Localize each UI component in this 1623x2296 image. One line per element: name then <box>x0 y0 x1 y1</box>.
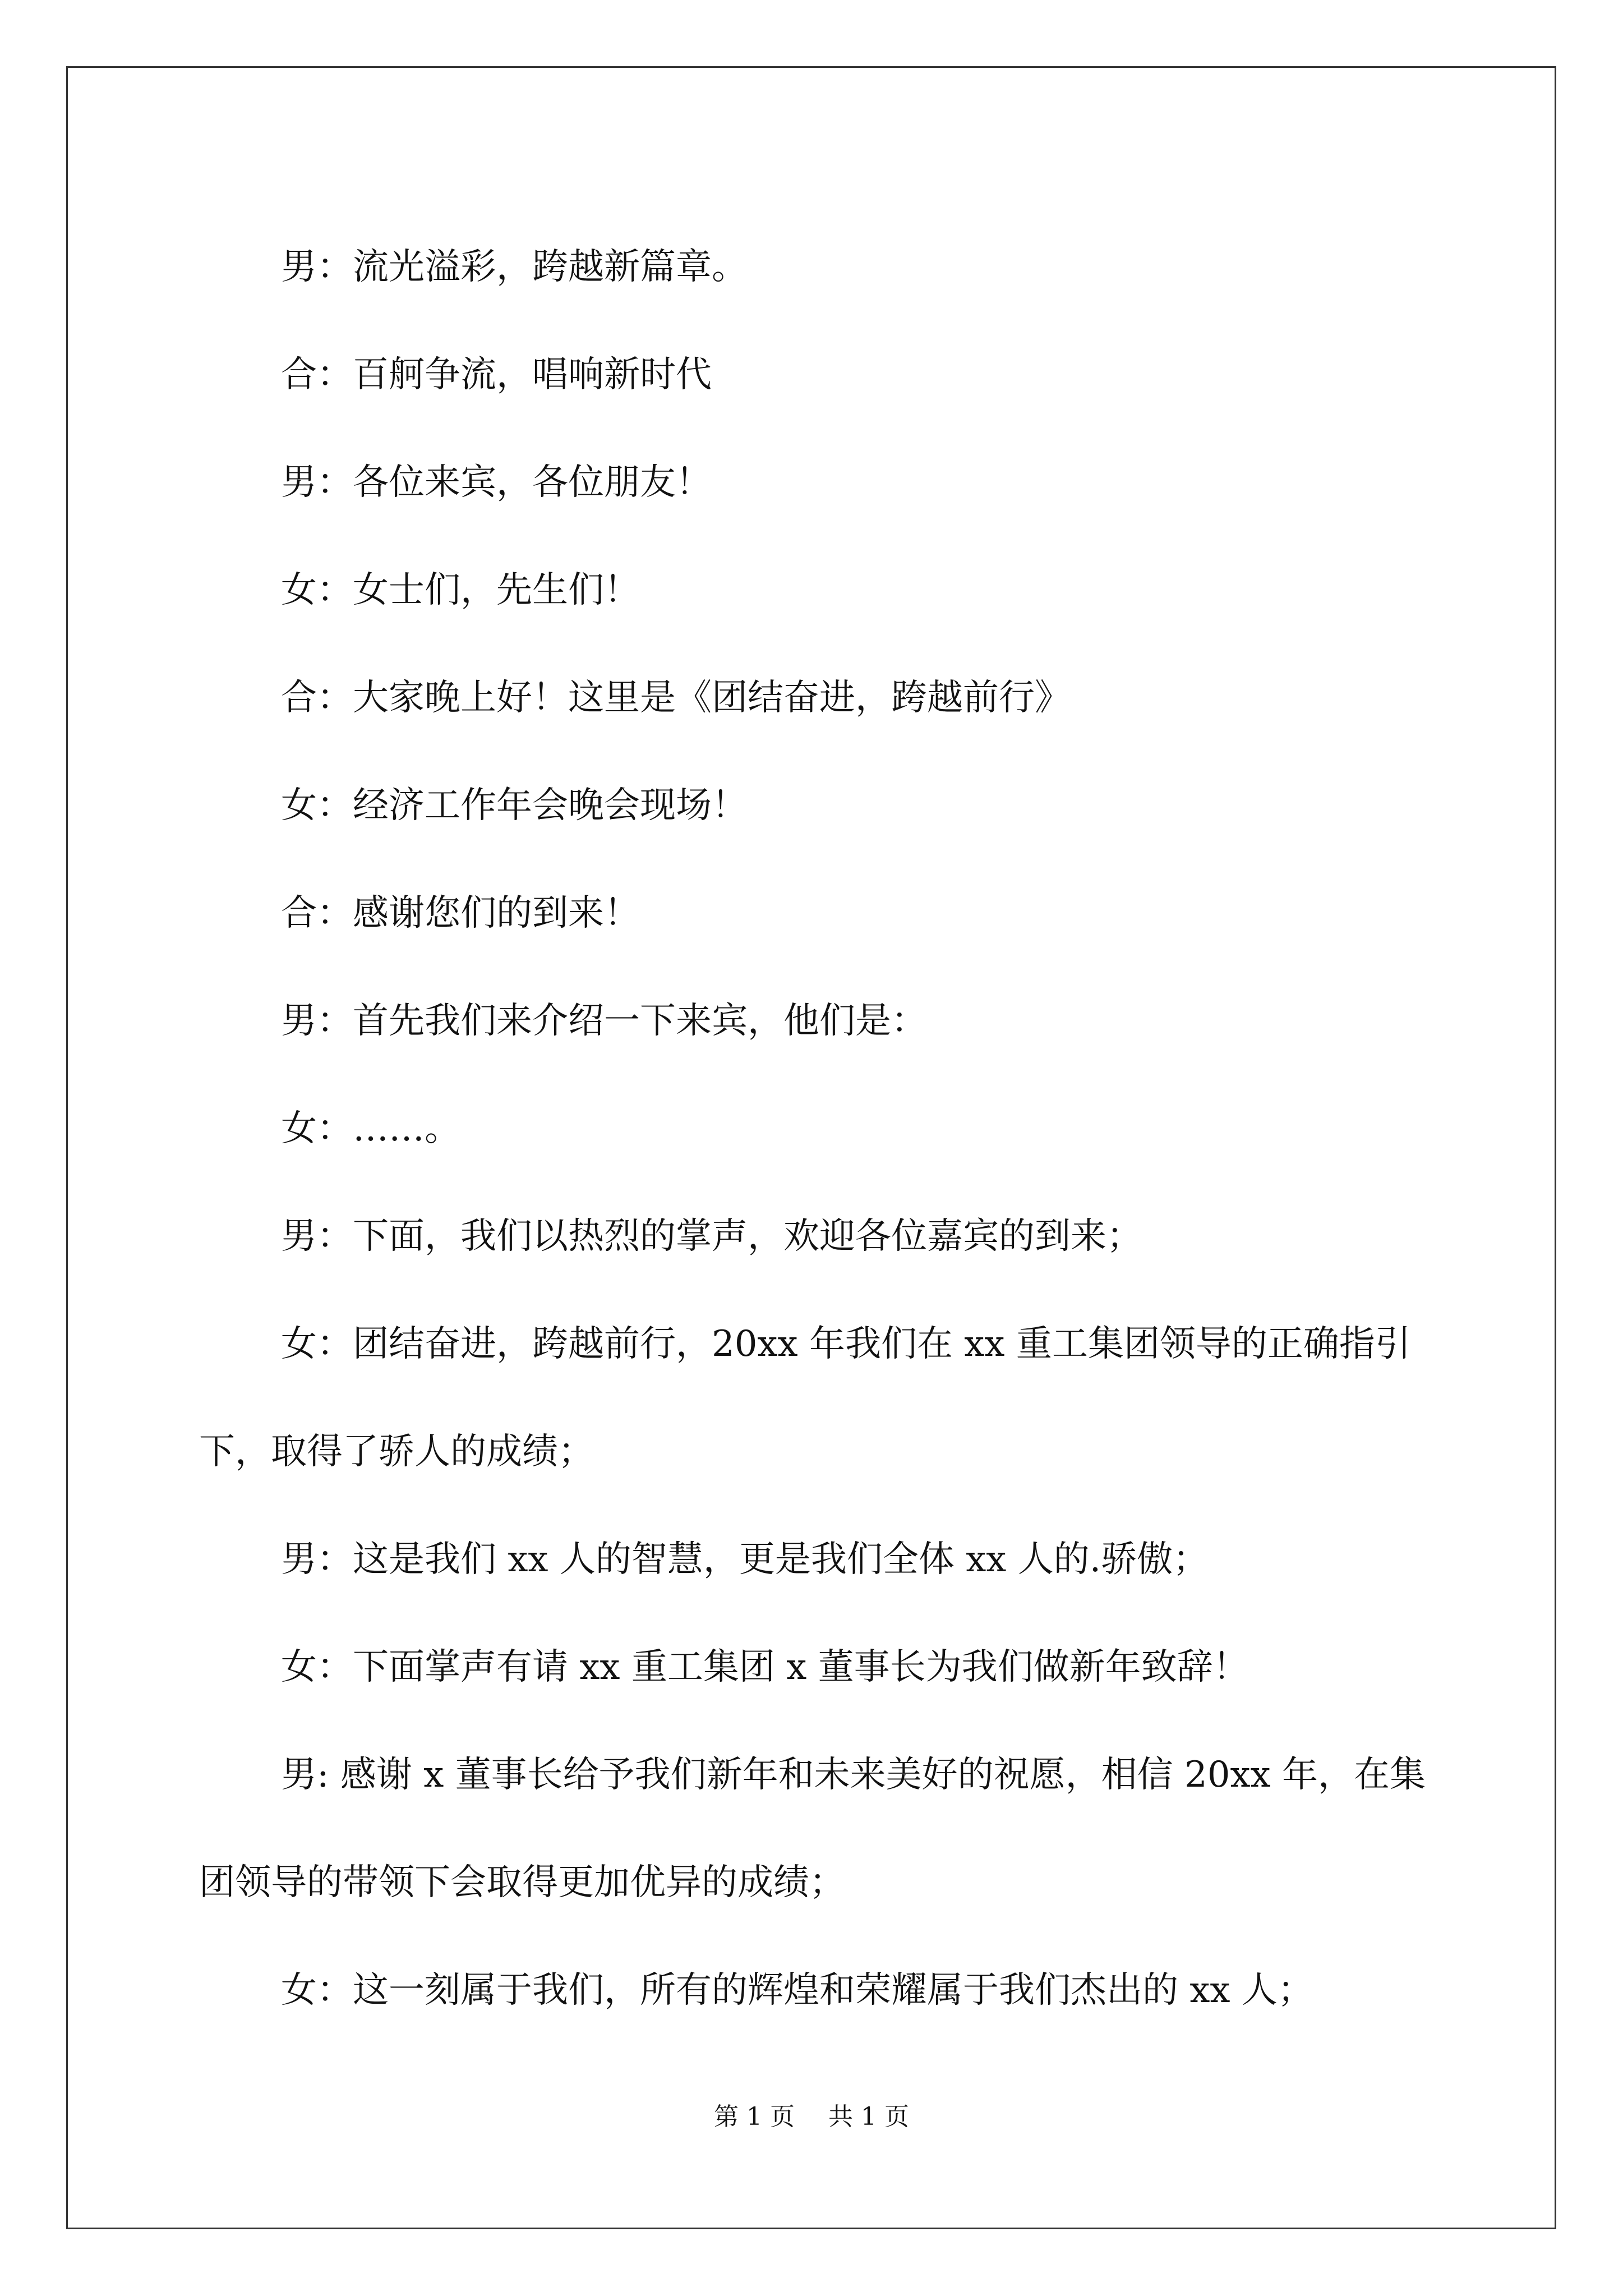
paragraph-8: 男：首先我们来介绍一下来宾，他们是： <box>281 1000 927 1042</box>
paragraph-13: 女：下面掌声有请 xx 重工集团 x 董事长为我们做新年致辞！ <box>281 1646 1249 1688</box>
paragraph-2: 合：百舸争流，唱响新时代 <box>281 354 712 395</box>
paragraph-11: 女：团结奋进，跨越前行，20xx 年我们在 xx 重工集团领导的正确指引下，取得了骄人的成绩； <box>199 1323 1411 1473</box>
paragraph-9: 女：……。 <box>281 1108 460 1149</box>
paragraph-3: 男：各位来宾，各位朋友！ <box>281 462 712 503</box>
paragraph-12: 男：这是我们 xx 人的智慧，更是我们全体 xx 人的.骄傲； <box>281 1539 1209 1580</box>
paragraph-15: 女：这一刻属于我们，所有的辉煌和荣耀属于我们杰出的 xx 人； <box>281 1970 1313 2011</box>
document-body <box>199 213 1433 2044</box>
paragraph-1: 男：流光溢彩，跨越新篇章。 <box>281 246 748 288</box>
paragraph-6: 女：经济工作年会晚会现场！ <box>281 785 748 826</box>
paragraph-7: 合：感谢您们的到来！ <box>281 892 640 934</box>
paragraph-10: 男：下面，我们以热烈的掌声，欢迎各位嘉宾的到来； <box>281 1216 1142 1257</box>
page-number-total: 共 1 页 <box>828 2102 909 2131</box>
paragraph-14: 男: 感谢 x 董事长给予我们新年和未来美好的祝愿，相信 20xx 年，在集团领导的带领下会取得更加优异的成绩； <box>199 1754 1426 1903</box>
page-footer <box>0 2100 1623 2134</box>
paragraph-5: 合：大家晚上好！这里是《团结奋进，跨越前行》 <box>281 677 1071 719</box>
paragraph-4: 女：女士们，先生们！ <box>281 569 640 611</box>
page-number-current: 第 1 页 <box>714 2102 795 2131</box>
